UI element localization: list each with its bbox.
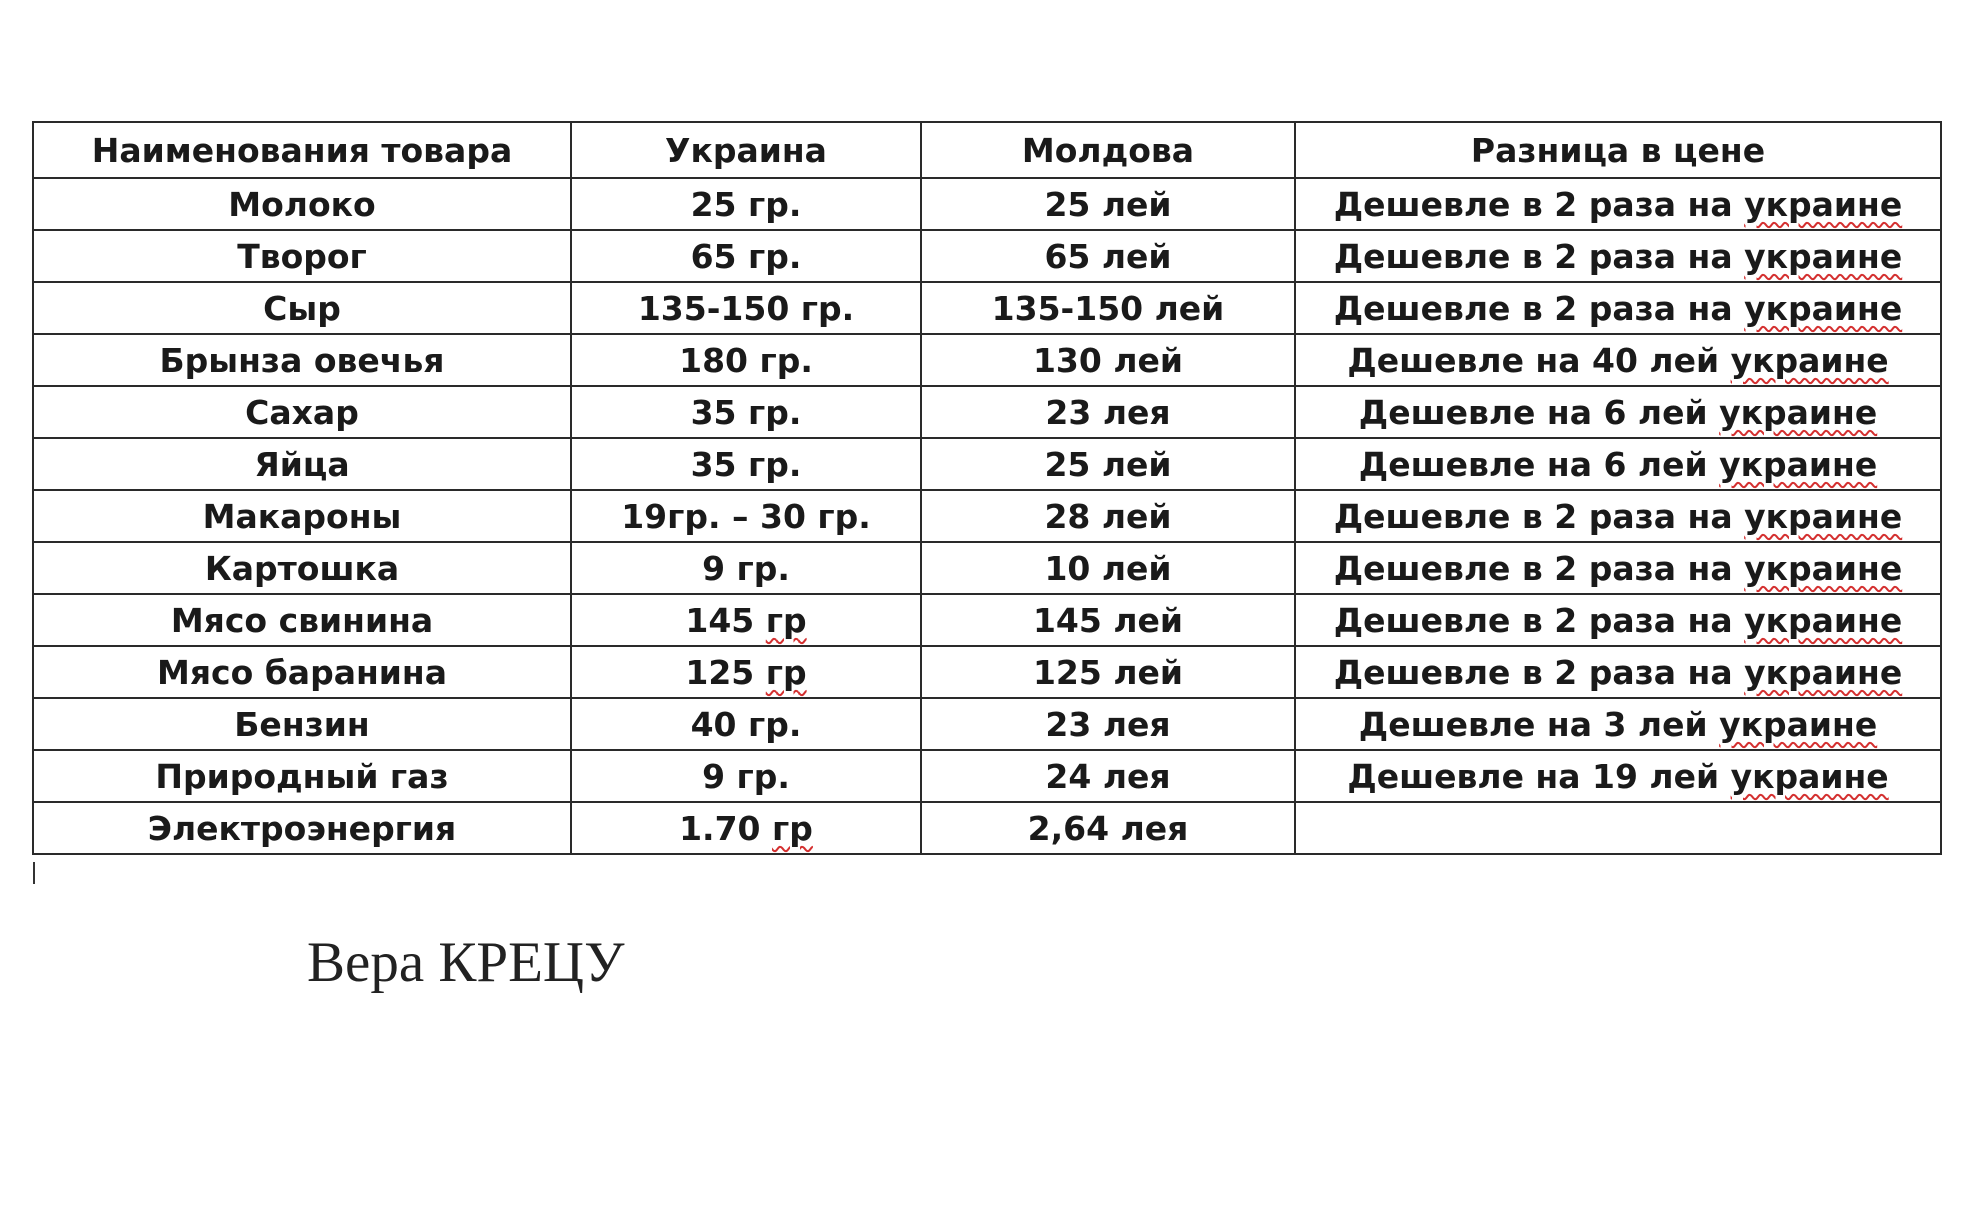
cell-moldova-price: 125 лей [921,646,1295,698]
cell-moldova-price: 65 лей [921,230,1295,282]
cell-price-difference: Дешевле на 6 лей украине [1295,438,1941,490]
header-moldova: Молдова [921,122,1295,178]
cell-price-difference: Дешевле на 3 лей украине [1295,698,1941,750]
header-price-difference: Разница в цене [1295,122,1941,178]
cell-moldova-price: 145 лей [921,594,1295,646]
table-row [33,802,1941,854]
cell-price-difference: Дешевле на 6 лей украине [1295,386,1941,438]
cell-ukraine-price: 135-150 гр. [571,282,921,334]
cell-product-name: Бензин [33,698,571,750]
cell-price-difference: Дешевле в 2 раза на украине [1295,646,1941,698]
cell-product-name: Яйца [33,438,571,490]
cell-moldova-price: 130 лей [921,334,1295,386]
spellcheck-flagged-word: украине [1719,392,1878,432]
header-product-name: Наименования товара [33,122,571,178]
cell-price-difference: Дешевле в 2 раза на украине [1295,282,1941,334]
cell-ukraine-price: 9 гр. [571,542,921,594]
table-header-row [33,122,1941,178]
table-row [33,282,1941,334]
cell-product-name: Мясо свинина [33,594,571,646]
header-ukraine: Украина [571,122,921,178]
spellcheck-flagged-word: украине [1744,288,1903,328]
spellcheck-flagged-word: украине [1719,704,1878,744]
spellcheck-flagged-word: украине [1744,600,1903,640]
cell-ukraine-price: 9 гр. [571,750,921,802]
cell-product-name: Картошка [33,542,571,594]
cell-product-name: Творог [33,230,571,282]
cell-product-name: Сахар [33,386,571,438]
spellcheck-flagged-word: украине [1744,236,1903,276]
spellcheck-flagged-word: украине [1730,340,1889,380]
spellcheck-flagged-word: украине [1744,184,1903,224]
table-row [33,646,1941,698]
cell-ukraine-price: 35 гр. [571,438,921,490]
cell-ukraine-price: 1.70 гр [571,802,921,854]
cell-product-name: Макароны [33,490,571,542]
text-cursor [33,862,35,884]
table-row [33,178,1941,230]
cell-product-name: Молоко [33,178,571,230]
spellcheck-flagged-word: гр [765,652,807,692]
cell-price-difference: Дешевле в 2 раза на украине [1295,178,1941,230]
cell-ukraine-price: 125 гр [571,646,921,698]
cell-price-difference: Дешевле в 2 раза на украине [1295,490,1941,542]
cell-moldova-price: 23 лея [921,698,1295,750]
cell-price-difference: Дешевле на 40 лей украине [1295,334,1941,386]
table-row [33,230,1941,282]
spellcheck-flagged-word: украине [1730,756,1889,796]
cell-product-name: Мясо баранина [33,646,571,698]
cell-product-name: Природный газ [33,750,571,802]
table-row [33,698,1941,750]
spellcheck-flagged-word: гр [765,600,807,640]
cell-product-name: Сыр [33,282,571,334]
table-row [33,386,1941,438]
cell-price-difference: Дешевле на 19 лей украине [1295,750,1941,802]
spellcheck-flagged-word: украине [1744,496,1903,536]
cell-moldova-price: 25 лей [921,178,1295,230]
cell-price-difference: Дешевле в 2 раза на украине [1295,542,1941,594]
cell-ukraine-price: 25 гр. [571,178,921,230]
cell-price-difference [1295,802,1941,854]
cell-moldova-price: 24 лея [921,750,1295,802]
cell-moldova-price: 2,64 лея [921,802,1295,854]
cell-moldova-price: 23 лея [921,386,1295,438]
cell-ukraine-price: 65 гр. [571,230,921,282]
cell-ukraine-price: 40 гр. [571,698,921,750]
cell-moldova-price: 10 лей [921,542,1295,594]
cell-ukraine-price: 180 гр. [571,334,921,386]
spellcheck-flagged-word: украине [1744,652,1903,692]
table-row [33,490,1941,542]
spellcheck-flagged-word: украине [1719,444,1878,484]
cell-moldova-price: 28 лей [921,490,1295,542]
cell-moldova-price: 135-150 лей [921,282,1295,334]
cell-price-difference: Дешевле в 2 раза на украине [1295,594,1941,646]
cell-ukraine-price: 35 гр. [571,386,921,438]
cell-ukraine-price: 145 гр [571,594,921,646]
table-row [33,542,1941,594]
cell-product-name: Электроэнергия [33,802,571,854]
table-row [33,750,1941,802]
price-comparison-table [32,121,1942,855]
spellcheck-flagged-word: гр [772,808,813,848]
table-row [33,594,1941,646]
spellcheck-flagged-word: украине [1744,548,1903,588]
table-row [33,334,1941,386]
cell-moldova-price: 25 лей [921,438,1295,490]
author-signature: Вера КРЕЦУ [307,931,625,994]
cell-ukraine-price: 19гр. – 30 гр. [571,490,921,542]
cell-price-difference: Дешевле в 2 раза на украине [1295,230,1941,282]
cell-product-name: Брынза овечья [33,334,571,386]
table-body [33,178,1941,854]
table-row [33,438,1941,490]
